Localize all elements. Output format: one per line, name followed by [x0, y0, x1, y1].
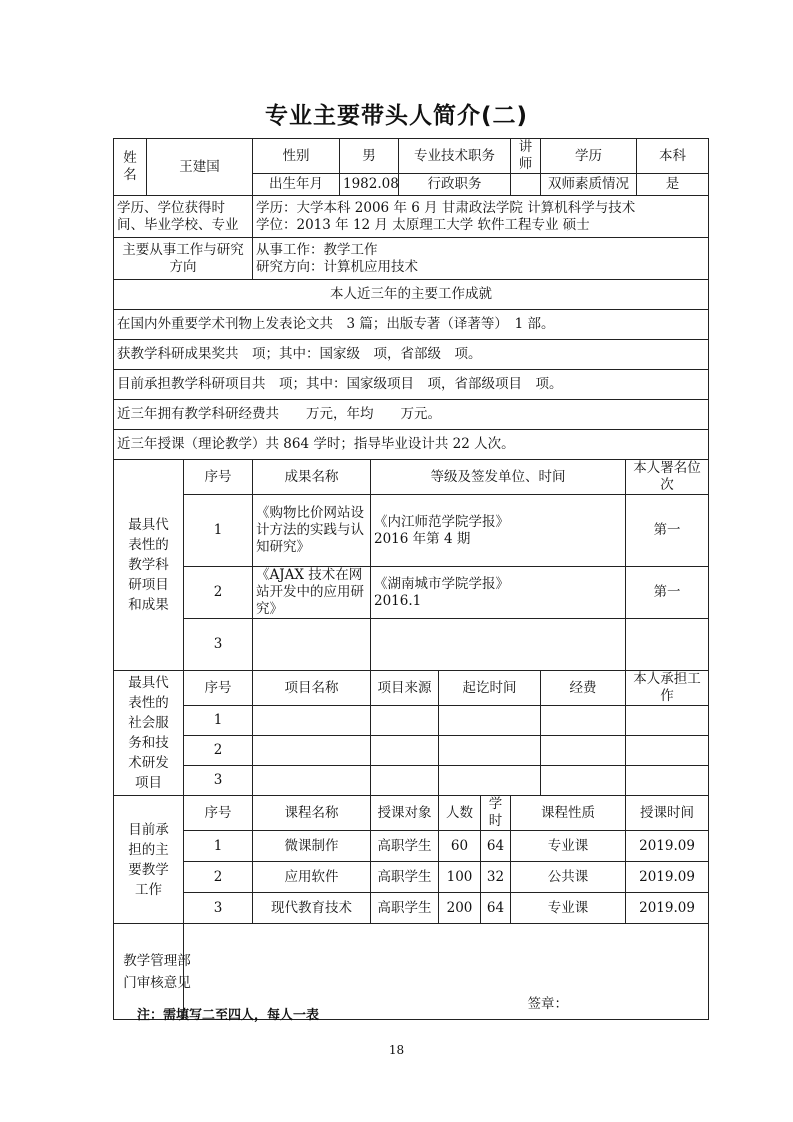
course-header-name: 课程名称 — [253, 796, 371, 831]
page-number: 18 — [388, 1043, 405, 1057]
funding-line: 近三年拥有教学科研经费共 万元，年均 万元。 — [114, 400, 709, 430]
research-row-no: 2 — [184, 567, 253, 619]
course-row-name: 现代教育技术 — [253, 893, 371, 924]
service-label: 最具代表性的社会服务和技术研发项目 — [114, 671, 184, 796]
course-header-count: 人数 — [439, 796, 481, 831]
research-row-issuer — [371, 619, 626, 671]
footnote: 注：需填写二至四人，每人一表 — [137, 1008, 320, 1023]
course-row-type: 专业课 — [511, 831, 626, 862]
course-row-count: 100 — [439, 862, 481, 893]
course-row-target: 高职学生 — [371, 862, 439, 893]
research-row-rank: 第一 — [626, 567, 709, 619]
course-row-type: 专业课 — [511, 893, 626, 924]
work-line-1: 从事工作：教学工作 — [256, 241, 378, 258]
review-label: 教学管理部门审核意见 — [114, 924, 184, 1020]
degree-line-1: 学历：大学本科 2006 年 6 月 甘肃政法学院 计算机科学与技术 — [256, 199, 636, 216]
course-row-type: 公共课 — [511, 862, 626, 893]
teaching-line: 近三年授课（理论教学）共 864 学时；指导毕业设计共 22 人次。 — [114, 430, 709, 460]
work-line-2: 研究方向：计算机应用技术 — [256, 258, 418, 275]
research-row-name: 《AJAX 技术在网站开发中的应用研究》 — [253, 567, 371, 619]
course-row-time: 2019.09 — [626, 862, 709, 893]
research-header-issuer: 等级及签发单位、时间 — [371, 460, 626, 495]
course-header-target: 授课对象 — [371, 796, 439, 831]
service-header-name: 项目名称 — [253, 671, 371, 706]
papers-line: 在国内外重要学术刊物上发表论文共 3 篇；出版专著（译著等） 1 部。 — [114, 310, 709, 340]
courses-label: 目前承担的主要教学工作 — [114, 796, 184, 924]
education-label: 学历 — [541, 139, 637, 174]
research-row-name: 《购物比价网站设计方法的实践与认知研究》 — [253, 495, 371, 567]
birth-value: 1982.08 — [340, 174, 399, 196]
achievements-heading: 本人近三年的主要工作成就 — [114, 280, 709, 310]
course-row-no: 1 — [184, 831, 253, 862]
projects-line: 目前承担教学科研项目共 项；其中：国家级项目 项，省部级项目 项。 — [114, 370, 709, 400]
course-row-no: 3 — [184, 893, 253, 924]
service-row-no: 1 — [184, 706, 253, 736]
document-title: 专业主要带头人简介(二) — [264, 103, 529, 129]
research-header-rank: 本人署名位次 — [626, 460, 709, 495]
degree-label: 学历、学位获得时间、毕业学校、专业 — [114, 196, 253, 238]
admin-title-value — [511, 174, 541, 196]
gender-label: 性别 — [253, 139, 340, 174]
research-header-no: 序号 — [184, 460, 253, 495]
dual-teacher-label: 双师素质情况 — [541, 174, 637, 196]
dual-teacher-value: 是 — [637, 174, 709, 196]
course-row-hours: 64 — [481, 893, 511, 924]
course-row-hours: 32 — [481, 862, 511, 893]
research-header-name: 成果名称 — [253, 460, 371, 495]
name-label: 姓 名 — [114, 139, 147, 196]
course-header-hours: 学时 — [481, 796, 511, 831]
service-header-source: 项目来源 — [371, 671, 439, 706]
research-row-no: 3 — [184, 619, 253, 671]
course-header-type: 课程性质 — [511, 796, 626, 831]
course-row-name: 微课制作 — [253, 831, 371, 862]
service-header-no: 序号 — [184, 671, 253, 706]
profile-form-table — [113, 138, 709, 1020]
course-row-no: 2 — [184, 862, 253, 893]
tech-title-label: 专业技术职务 — [399, 139, 511, 174]
course-row-time: 2019.09 — [626, 831, 709, 862]
service-header-role: 本人承担工作 — [626, 671, 709, 706]
awards-line: 获教学科研成果奖共 项；其中：国家级 项，省部级 项。 — [114, 340, 709, 370]
admin-title-label: 行政职务 — [399, 174, 511, 196]
research-row-rank — [626, 619, 709, 671]
tech-title-value: 讲师 — [511, 139, 541, 174]
course-row-name: 应用软件 — [253, 862, 371, 893]
course-row-count: 60 — [439, 831, 481, 862]
degree-line-2: 学位：2013 年 12 月 太原理工大学 软件工程专业 硕士 — [256, 216, 590, 233]
education-value: 本科 — [637, 139, 709, 174]
course-row-time: 2019.09 — [626, 893, 709, 924]
course-row-hours: 64 — [481, 831, 511, 862]
research-row-no: 1 — [184, 495, 253, 567]
course-header-time: 授课时间 — [626, 796, 709, 831]
gender-value: 男 — [340, 139, 399, 174]
research-label: 最具代表性的教学科研项目和成果 — [114, 460, 184, 671]
service-header-period: 起讫时间 — [439, 671, 541, 706]
service-row-no: 2 — [184, 736, 253, 766]
degree-info — [253, 196, 709, 238]
research-row-issuer: 《湖南城市学院学报》 2016.1 — [371, 567, 626, 619]
name-value: 王建国 — [147, 139, 253, 196]
course-row-target: 高职学生 — [371, 831, 439, 862]
service-header-funding: 经费 — [541, 671, 626, 706]
birth-label: 出生年月 — [253, 174, 340, 196]
work-label: 主要从事工作与研究方向 — [114, 238, 253, 280]
service-row-no: 3 — [184, 766, 253, 796]
course-header-no: 序号 — [184, 796, 253, 831]
course-row-target: 高职学生 — [371, 893, 439, 924]
research-row-rank: 第一 — [626, 495, 709, 567]
course-row-count: 200 — [439, 893, 481, 924]
review-signature: 签章： — [184, 924, 709, 1020]
research-row-name — [253, 619, 371, 671]
work-info — [253, 238, 709, 280]
research-row-issuer: 《内江师范学院学报》 2016 年第 4 期 — [371, 495, 626, 567]
